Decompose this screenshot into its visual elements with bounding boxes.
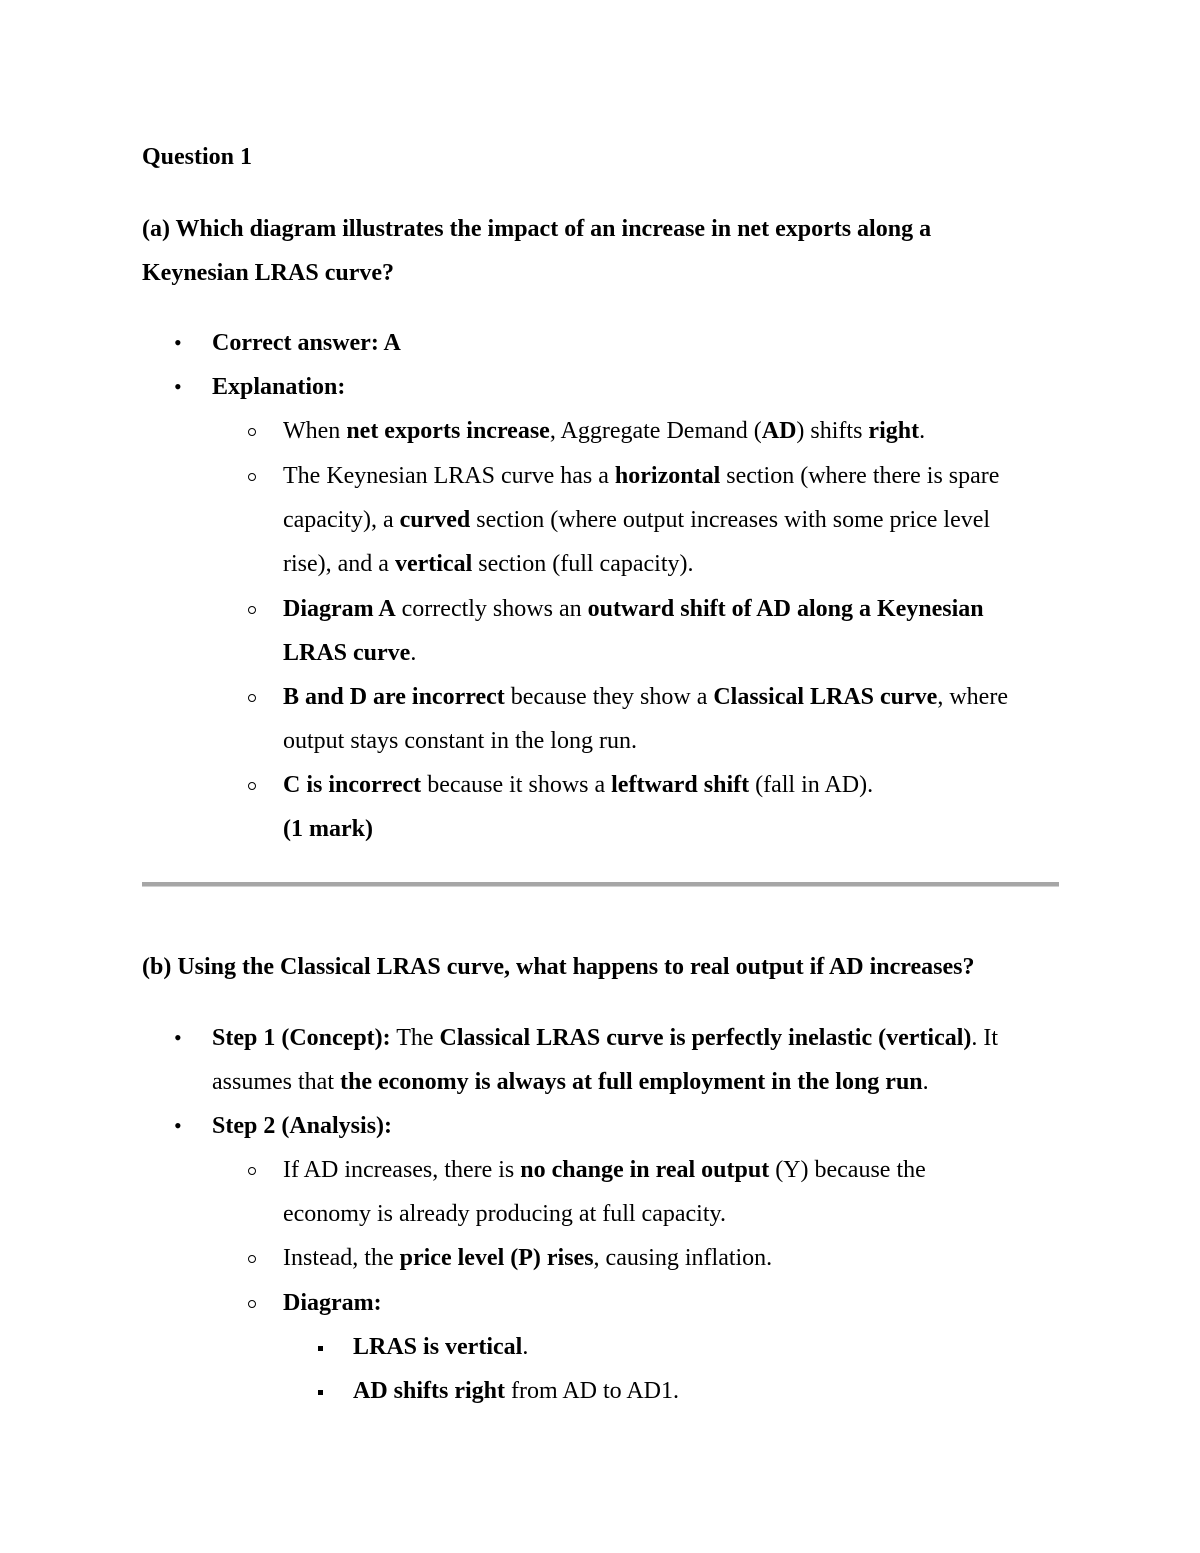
explanation-item-3-line-2: LRAS curve. [283,640,417,666]
part-a-question-line-1: (a) Which diagram illustrates the impact of an increase in net exports along a [142,216,932,242]
circle-bullet-icon [248,1255,256,1263]
part-b-question: (b) Using the Classical LRAS curve, what happens to real output if AD increases? [142,954,975,980]
question-title: Question 1 [142,144,253,170]
step-1-line-1: Step 1 (Concept): The Classical LRAS curve is perfectly inelastic (vertical). It [212,1025,999,1051]
circle-bullet-icon [248,694,256,702]
square-bullet-icon [318,1346,323,1351]
diagram-label: Diagram: [283,1290,382,1316]
bullet-icon: • [174,1113,182,1138]
circle-bullet-icon [248,428,256,436]
step-2-item-1-line-2: economy is already producing at full capacity. [283,1201,726,1227]
explanation-label: Explanation: [212,374,346,400]
step-2-label: Step 2 (Analysis): [212,1113,393,1139]
correct-answer: Correct answer: A [212,330,401,356]
bullet-icon: • [174,330,182,355]
explanation-item-2-line-3: rise), and a vertical section (full capacity). [283,551,694,577]
circle-bullet-icon [248,782,256,790]
circle-bullet-icon [248,1300,256,1308]
horizontal-divider [142,882,1059,887]
step-2-item-2: Instead, the price level (P) rises, causing inflation. [283,1245,773,1271]
circle-bullet-icon [248,1167,256,1175]
explanation-item-5: C is incorrect because it shows a leftward shift (fall in AD). [283,772,874,798]
marks-label: (1 mark) [283,816,373,842]
part-a-question-line-2: Keynesian LRAS curve? [142,260,394,286]
explanation-item-4-line-2: output stays constant in the long run. [283,728,637,754]
explanation-item-1: When net exports increase, Aggregate Demand (AD) shifts right. [283,418,926,444]
square-bullet-icon [318,1390,323,1395]
step-2-item-1-line-1: If AD increases, there is no change in real output (Y) because the [283,1157,926,1183]
bullet-icon: • [174,1025,182,1050]
circle-bullet-icon [248,606,256,614]
diagram-item-2: AD shifts right from AD to AD1. [353,1378,680,1404]
diagram-item-1: LRAS is vertical. [353,1334,529,1360]
explanation-item-2-line-1: The Keynesian LRAS curve has a horizontal section (where there is spare [283,463,1000,489]
explanation-item-2-line-2: capacity), a curved section (where output increases with some price level [283,507,991,533]
step-1-line-2: assumes that the economy is always at full employment in the long run. [212,1069,929,1095]
bullet-icon: • [174,374,182,399]
circle-bullet-icon [248,473,256,481]
explanation-item-4-line-1: B and D are incorrect because they show a Classical LRAS curve, where [283,684,1008,710]
explanation-item-3-line-1: Diagram A correctly shows an outward shift of AD along a Keynesian [283,596,984,622]
